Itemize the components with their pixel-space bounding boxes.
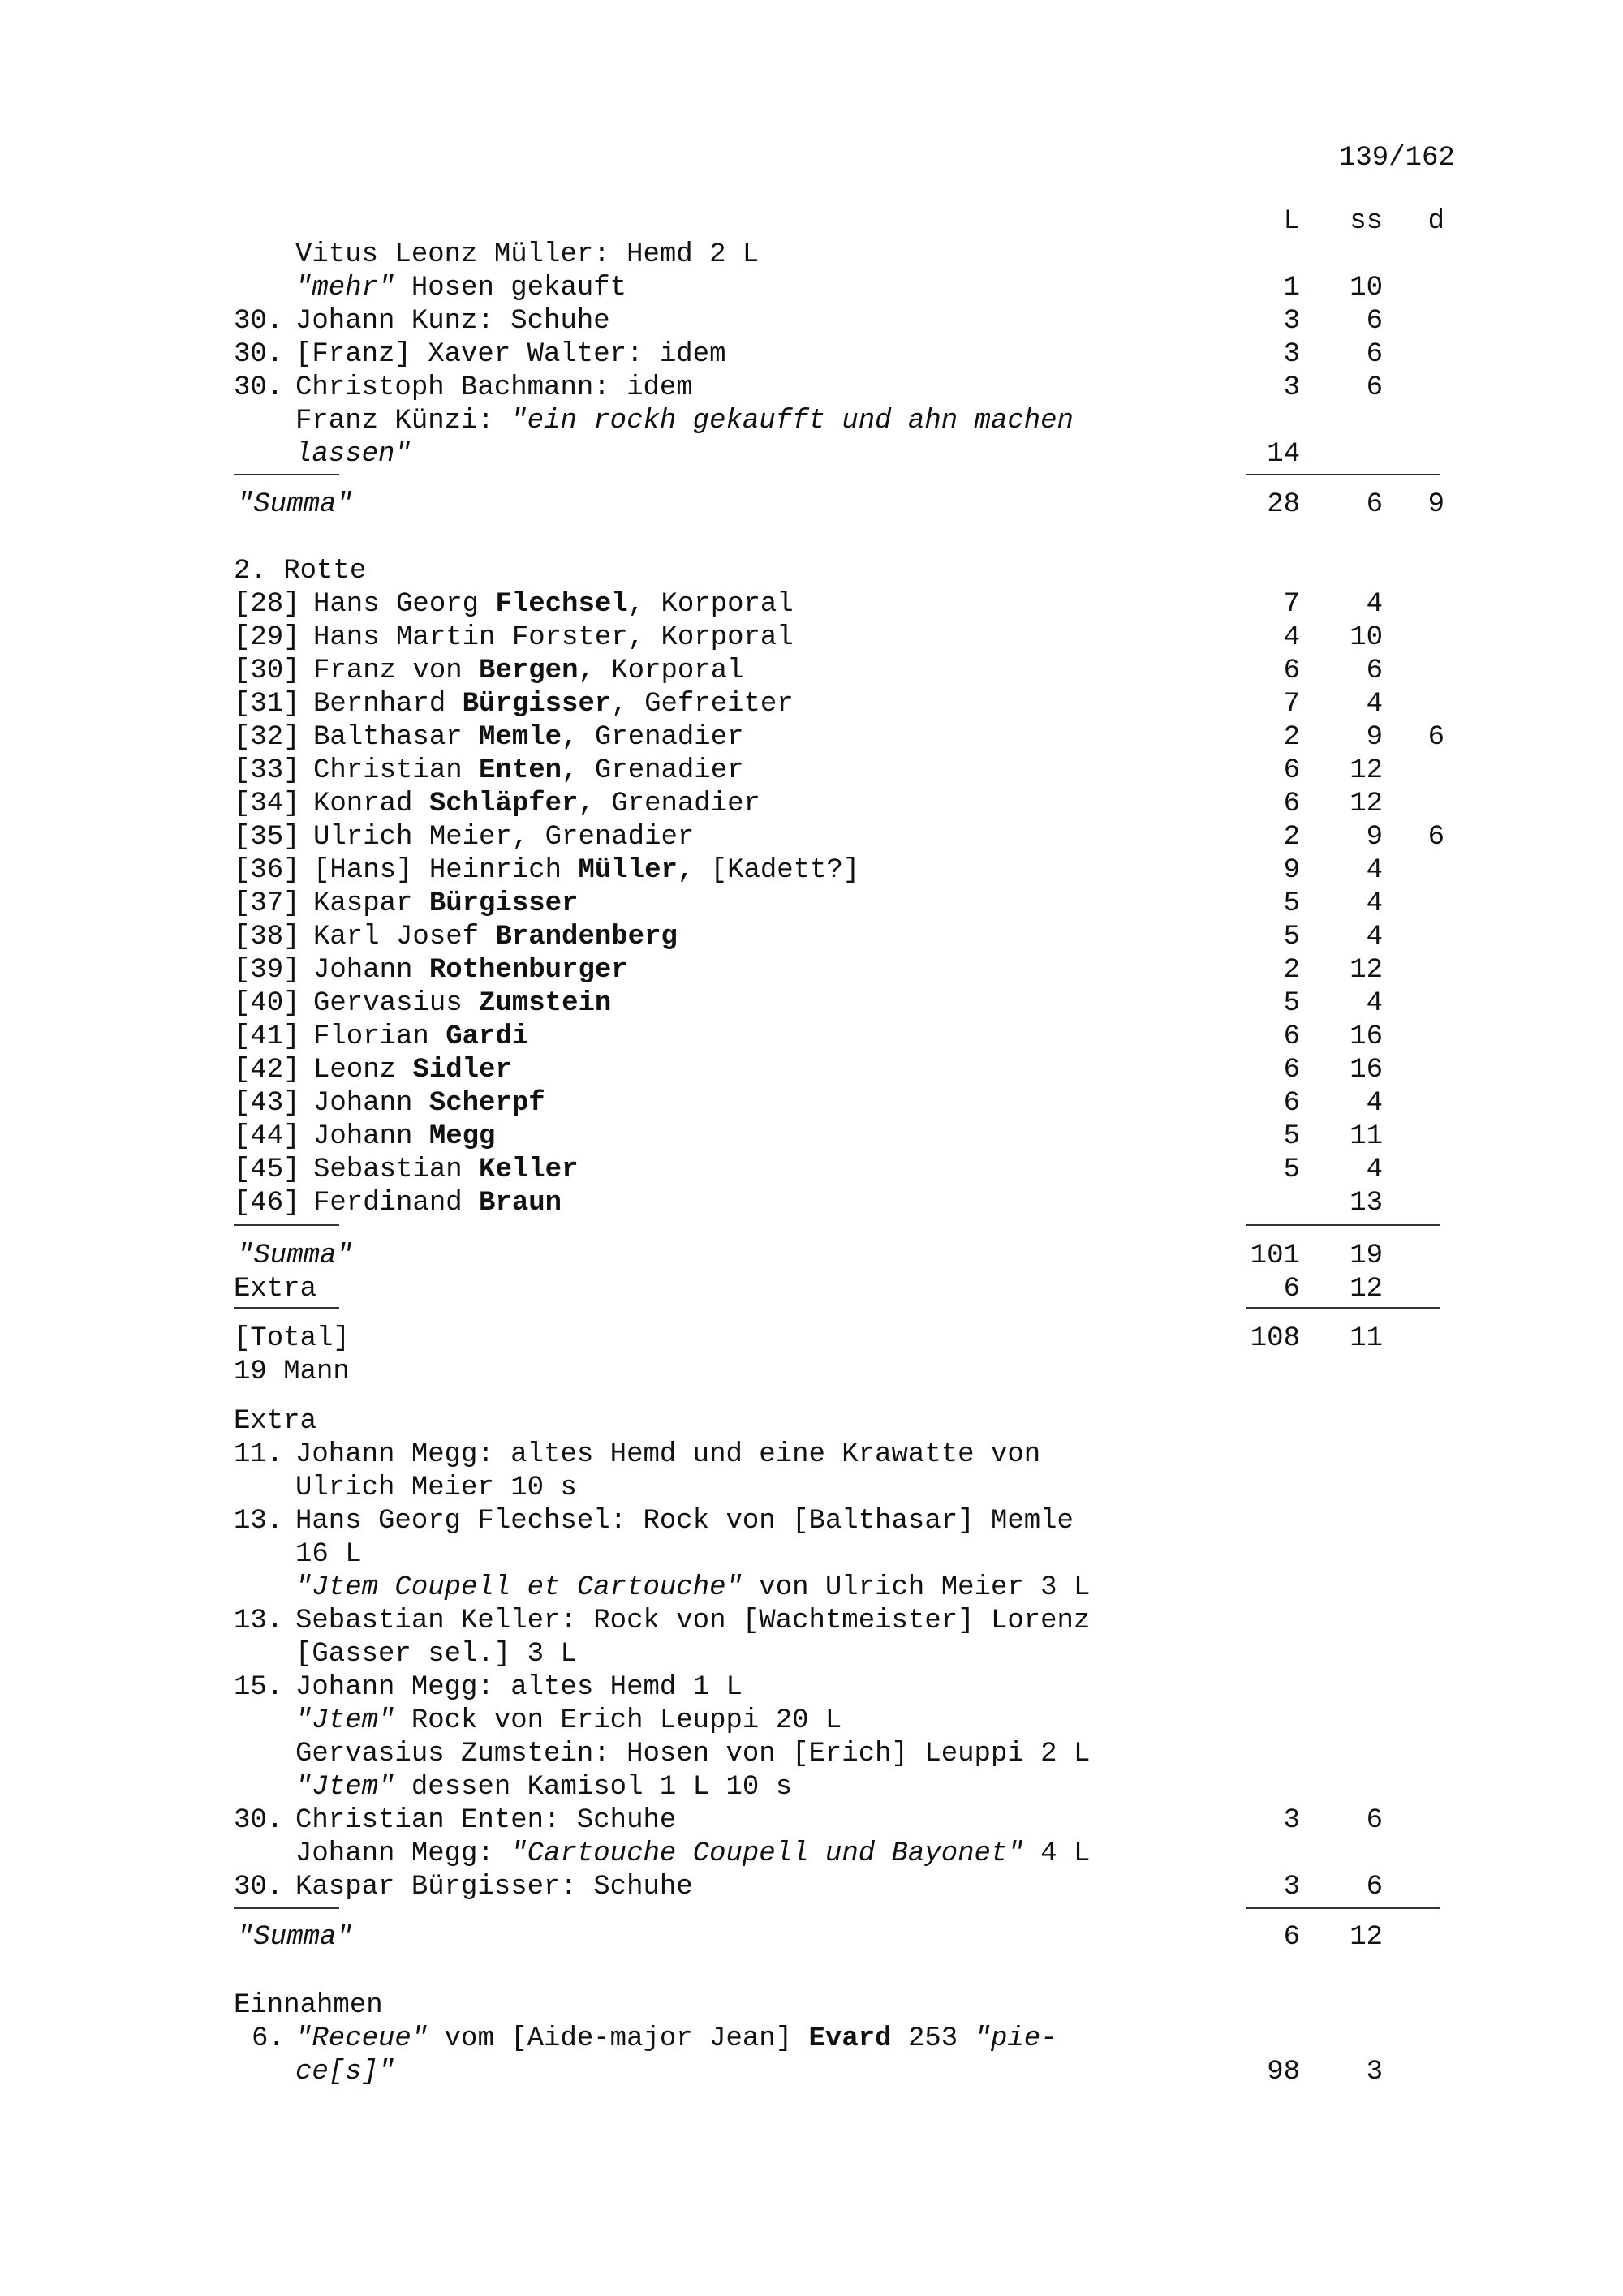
- entry-text: 4 L: [1023, 1838, 1091, 1869]
- member-name: [313, 688, 794, 720]
- amount-d: [1412, 854, 1444, 887]
- rule-left: [234, 1307, 339, 1309]
- amount-l: 6: [1283, 789, 1300, 819]
- member-surname: Müller: [578, 855, 678, 886]
- amount-l: 6: [1283, 1088, 1300, 1119]
- member-name: [313, 821, 694, 853]
- amount-ss: 4: [1366, 1088, 1383, 1119]
- member-name: [313, 588, 794, 621]
- amount-d: [1412, 888, 1444, 920]
- member-surname: Zumstein: [479, 988, 612, 1019]
- rule-left: [234, 1907, 339, 1909]
- col-header-l: L: [1283, 206, 1300, 237]
- member-number: [33]: [234, 755, 300, 786]
- day-number: 30.: [234, 1872, 284, 1903]
- day-number: 30.: [234, 1805, 284, 1836]
- amount-l: 3: [1283, 1805, 1300, 1836]
- member-first-name: Bernhard: [313, 689, 463, 720]
- member-name: [313, 788, 760, 820]
- amount-ss: 3: [1366, 2057, 1383, 2087]
- extra-label: Extra: [234, 1274, 317, 1305]
- amount-l: 6: [1283, 656, 1300, 686]
- amount-d: [1412, 1120, 1444, 1153]
- surname: Evard: [808, 2023, 892, 2054]
- extra-ss: 12: [1350, 1274, 1383, 1305]
- entry-text: 16 L: [295, 1539, 362, 1570]
- member-first-name: Hans Georg: [313, 589, 496, 620]
- member-first-name: Karl Josef: [313, 922, 496, 952]
- day-number: 6.: [252, 2023, 285, 2054]
- summa-d: 9: [1427, 489, 1444, 520]
- amount-d: [1412, 621, 1444, 654]
- member-first-name: Hans Martin Forster, Korporal: [313, 622, 794, 653]
- amount-l: 2: [1283, 955, 1300, 986]
- amount-l: 5: [1283, 1154, 1300, 1185]
- member-surname: Enten: [479, 755, 562, 786]
- member-name: [313, 987, 611, 1020]
- amount-d: [1412, 1087, 1444, 1120]
- amount-ss: 9: [1366, 822, 1383, 853]
- summa-l: 28: [1267, 489, 1300, 520]
- total-ss: 11: [1350, 1323, 1383, 1354]
- amount-l: [1193, 1187, 1300, 1219]
- member-name: [313, 1021, 528, 1053]
- member-number: [38]: [234, 922, 300, 952]
- amount-d: [1412, 655, 1444, 687]
- amount-ss: 11: [1350, 1121, 1383, 1152]
- amount-l: 4: [1283, 622, 1300, 653]
- amount-d: [1412, 688, 1444, 720]
- member-surname: Braun: [479, 1188, 562, 1219]
- member-name: [313, 1120, 495, 1153]
- amount-l: 2: [1283, 822, 1300, 853]
- member-number: [42]: [234, 1055, 300, 1086]
- member-number: [35]: [234, 822, 300, 853]
- member-number: [30]: [234, 656, 300, 686]
- amount-d: [1412, 921, 1444, 953]
- amount-ss: 10: [1350, 622, 1383, 653]
- amount-ss: 13: [1350, 1188, 1383, 1219]
- mann-count: 19 Mann: [234, 1357, 350, 1387]
- summa-l: 6: [1283, 1922, 1300, 1953]
- amount-ss: 6: [1366, 1805, 1383, 1836]
- member-surname: Bergen: [479, 656, 579, 686]
- amount-ss: 12: [1350, 755, 1383, 786]
- member-number: [29]: [234, 622, 300, 653]
- member-name: [313, 655, 744, 687]
- rule-left: [234, 474, 339, 475]
- entry-text: Gervasius Zumstein: Hosen von [Erich] Leuppi 2 L: [295, 1739, 1091, 1769]
- member-name: [313, 954, 628, 987]
- amount-l: 5: [1283, 922, 1300, 952]
- entry-text: Hans Georg Flechsel: Rock von [Balthasar] Memle: [295, 1506, 1074, 1537]
- page-number: 139/162: [1339, 143, 1455, 174]
- member-first-name: Ulrich Meier, Grenadier: [313, 822, 695, 853]
- quoted-text: "Jtem Coupell et Cartouche": [295, 1572, 743, 1603]
- summa-l: 101: [1250, 1240, 1300, 1271]
- amount-d: [1412, 1054, 1444, 1086]
- member-surname: Schläpfer: [428, 789, 579, 819]
- amount-d: [1412, 1021, 1444, 1053]
- amount-ss: 6: [1366, 339, 1383, 370]
- amount-ss: 4: [1366, 589, 1383, 620]
- entry-text: Franz Künzi:: [295, 406, 511, 436]
- member-surname: Rothenburger: [428, 955, 628, 986]
- member-number: [40]: [234, 988, 300, 1019]
- entry-text: Vitus Leonz Müller: Hemd 2 L: [295, 239, 760, 270]
- member-rank: , Gefreiter: [611, 689, 794, 720]
- amount-l: 14: [1267, 439, 1300, 470]
- member-surname: Bürgisser: [428, 888, 579, 919]
- member-name: [313, 721, 744, 754]
- rule-left: [234, 1224, 339, 1226]
- col-header-d: d: [1427, 206, 1444, 237]
- member-number: [43]: [234, 1088, 300, 1119]
- entry-text: Johann Kunz: Schuhe: [295, 306, 610, 337]
- member-surname: Flechsel: [495, 589, 628, 620]
- rule-right: [1246, 474, 1440, 475]
- amount-l: 9: [1283, 855, 1300, 886]
- member-number: [37]: [234, 888, 300, 919]
- amount-d: [1412, 987, 1444, 1020]
- member-surname: Brandenberg: [495, 922, 678, 952]
- amount-d: [1412, 1187, 1444, 1219]
- entry-text: vom [Aide-major Jean]: [428, 2023, 809, 2054]
- entry-text: Sebastian Keller: Rock von [Wachtmeister] Lorenz: [295, 1606, 1091, 1636]
- amount-ss: 6: [1366, 372, 1383, 403]
- amount-l: 5: [1283, 988, 1300, 1019]
- entry-text: Ulrich Meier 10 s: [295, 1473, 577, 1503]
- member-first-name: Kaspar: [313, 888, 429, 919]
- member-surname: Gardi: [446, 1021, 529, 1052]
- member-number: [31]: [234, 689, 300, 720]
- entry-text: Christian Enten: Schuhe: [295, 1805, 677, 1836]
- rule-right: [1246, 1224, 1440, 1226]
- amount-l: 3: [1283, 339, 1300, 370]
- member-name: [313, 854, 859, 887]
- amount-d: 6: [1427, 822, 1444, 853]
- amount-ss: 12: [1350, 955, 1383, 986]
- quoted-text: "Jtem": [295, 1772, 395, 1803]
- rule-right: [1246, 1907, 1440, 1909]
- member-first-name: Sebastian: [313, 1154, 480, 1185]
- member-number: [44]: [234, 1121, 300, 1152]
- member-first-name: Gervasius: [313, 988, 480, 1019]
- quoted-text: "ein rockh gekaufft und ahn machen: [510, 406, 1074, 436]
- amount-ss: 16: [1350, 1055, 1383, 1086]
- member-number: [32]: [234, 722, 300, 753]
- member-first-name: Florian: [313, 1021, 446, 1052]
- amount-ss: 4: [1366, 689, 1383, 720]
- day-number: 15.: [234, 1672, 284, 1703]
- member-first-name: Franz von: [313, 656, 480, 686]
- quoted-text: "Jtem": [295, 1705, 395, 1736]
- quoted-text: "Receue": [295, 2023, 428, 2054]
- entry-text: Rock von Erich Leuppi 20 L: [394, 1705, 842, 1736]
- entry-text: 253: [891, 2023, 975, 2054]
- entry-text: Johann Megg: altes Hemd und eine Krawatte von: [295, 1439, 1041, 1470]
- amount-l: 3: [1283, 372, 1300, 403]
- member-name: [313, 755, 744, 787]
- member-surname: Sidler: [412, 1055, 512, 1086]
- extra-l: 6: [1283, 1274, 1300, 1305]
- member-rank: , Grenadier: [578, 789, 760, 819]
- amount-ss: 9: [1366, 722, 1383, 753]
- summa-ss: 12: [1350, 1922, 1383, 1953]
- entry-text: Christoph Bachmann: idem: [295, 372, 693, 403]
- amount-l: 2: [1283, 722, 1300, 753]
- section-heading: 2. Rotte: [234, 556, 367, 587]
- amount-d: [1412, 755, 1444, 787]
- member-rank: , Korporal: [627, 589, 794, 620]
- day-number: 13.: [234, 1606, 284, 1636]
- amount-ss: 16: [1350, 1021, 1383, 1052]
- amount-l: 98: [1267, 2057, 1300, 2087]
- member-number: [36]: [234, 855, 300, 886]
- day-number: 11.: [234, 1439, 284, 1470]
- amount-l: 7: [1283, 689, 1300, 720]
- amount-l: 6: [1283, 1055, 1300, 1086]
- amount-l: 7: [1283, 589, 1300, 620]
- summa-label: "Summa": [237, 489, 353, 520]
- amount-ss: 4: [1366, 855, 1383, 886]
- member-surname: Keller: [479, 1154, 579, 1185]
- total-l: 108: [1250, 1323, 1300, 1354]
- day-number: 30.: [234, 306, 284, 337]
- member-name: [313, 1187, 562, 1219]
- day-number: 30.: [234, 339, 284, 370]
- entry-text: [Franz] Xaver Walter: idem: [295, 339, 726, 370]
- summa-label: "Summa": [237, 1240, 353, 1271]
- day-number: 30.: [234, 372, 284, 403]
- amount-ss: 4: [1366, 888, 1383, 919]
- entry-text: Johann Megg:: [295, 1838, 511, 1869]
- member-name: [313, 621, 794, 654]
- quoted-text: ce[s]": [295, 2057, 395, 2087]
- quoted-text: "Cartouche Coupell und Bayonet": [510, 1838, 1024, 1869]
- section-heading: Extra: [234, 1406, 317, 1437]
- quoted-text: "pie-: [974, 2023, 1057, 2054]
- amount-ss: 6: [1366, 1872, 1383, 1903]
- amount-l: 1: [1283, 273, 1300, 303]
- member-surname: Memle: [479, 722, 562, 753]
- member-rank: , [Kadett?]: [677, 855, 860, 886]
- amount-d: [1412, 954, 1444, 987]
- amount-ss: 4: [1366, 922, 1383, 952]
- amount-ss: 6: [1366, 306, 1383, 337]
- quoted-text: lassen": [295, 439, 411, 470]
- section-heading: Einnahmen: [234, 1990, 383, 2021]
- amount-l: 6: [1283, 755, 1300, 786]
- member-first-name: Balthasar: [313, 722, 480, 753]
- member-first-name: [Hans] Heinrich: [313, 855, 579, 886]
- amount-l: 3: [1283, 1872, 1300, 1903]
- member-number: [46]: [234, 1188, 300, 1219]
- member-name: [313, 1054, 512, 1086]
- member-rank: , Grenadier: [562, 755, 744, 786]
- amount-l: 5: [1283, 888, 1300, 919]
- entry-text: Kaspar Bürgisser: Schuhe: [295, 1872, 693, 1903]
- amount-d: [1412, 1154, 1444, 1186]
- amount-l: 5: [1283, 1121, 1300, 1152]
- member-number: [28]: [234, 589, 300, 620]
- member-surname: Scherpf: [428, 1088, 545, 1119]
- amount-ss: 4: [1366, 988, 1383, 1019]
- amount-ss: 6: [1366, 656, 1383, 686]
- member-first-name: Johann: [313, 1121, 429, 1152]
- entry-text: Johann Megg: altes Hemd 1 L: [295, 1672, 743, 1703]
- member-first-name: Ferdinand: [313, 1188, 480, 1219]
- entry-text: [Gasser sel.] 3 L: [295, 1639, 577, 1670]
- amount-d: 6: [1427, 722, 1444, 753]
- entry-text: von Ulrich Meier 3 L: [742, 1572, 1091, 1603]
- member-number: [34]: [234, 789, 300, 819]
- member-surname: Megg: [428, 1121, 496, 1152]
- member-name: [313, 921, 678, 953]
- member-name: [313, 1087, 545, 1120]
- member-first-name: Johann: [313, 1088, 429, 1119]
- member-surname: Bürgisser: [462, 689, 612, 720]
- member-first-name: Leonz: [313, 1055, 413, 1086]
- member-name: [313, 1154, 578, 1186]
- entry-text: dessen Kamisol 1 L 10 s: [394, 1772, 793, 1803]
- summa-label: "Summa": [237, 1922, 353, 1953]
- amount-ss: 10: [1350, 273, 1383, 303]
- member-rank: , Grenadier: [562, 722, 744, 753]
- amount-d: [1412, 788, 1444, 820]
- member-rank: , Korporal: [578, 656, 744, 686]
- amount-l: 3: [1283, 306, 1300, 337]
- member-name: [313, 888, 578, 920]
- member-number: [39]: [234, 955, 300, 986]
- day-number: 13.: [234, 1506, 284, 1537]
- member-number: [41]: [234, 1021, 300, 1052]
- amount-ss: 4: [1366, 1154, 1383, 1185]
- amount-d: [1412, 588, 1444, 621]
- total-label: [Total]: [234, 1323, 350, 1354]
- member-first-name: Konrad: [313, 789, 429, 819]
- member-first-name: Johann: [313, 955, 429, 986]
- col-header-ss: ss: [1350, 206, 1383, 237]
- entry-text: Hosen gekauft: [394, 273, 627, 303]
- rule-right: [1246, 1307, 1440, 1309]
- amount-l: 6: [1283, 1021, 1300, 1052]
- member-first-name: Christian: [313, 755, 480, 786]
- member-number: [45]: [234, 1154, 300, 1185]
- summa-ss: 6: [1366, 489, 1383, 520]
- quoted-text: "mehr": [295, 273, 395, 303]
- summa-ss: 19: [1350, 1240, 1383, 1271]
- amount-ss: 12: [1350, 789, 1383, 819]
